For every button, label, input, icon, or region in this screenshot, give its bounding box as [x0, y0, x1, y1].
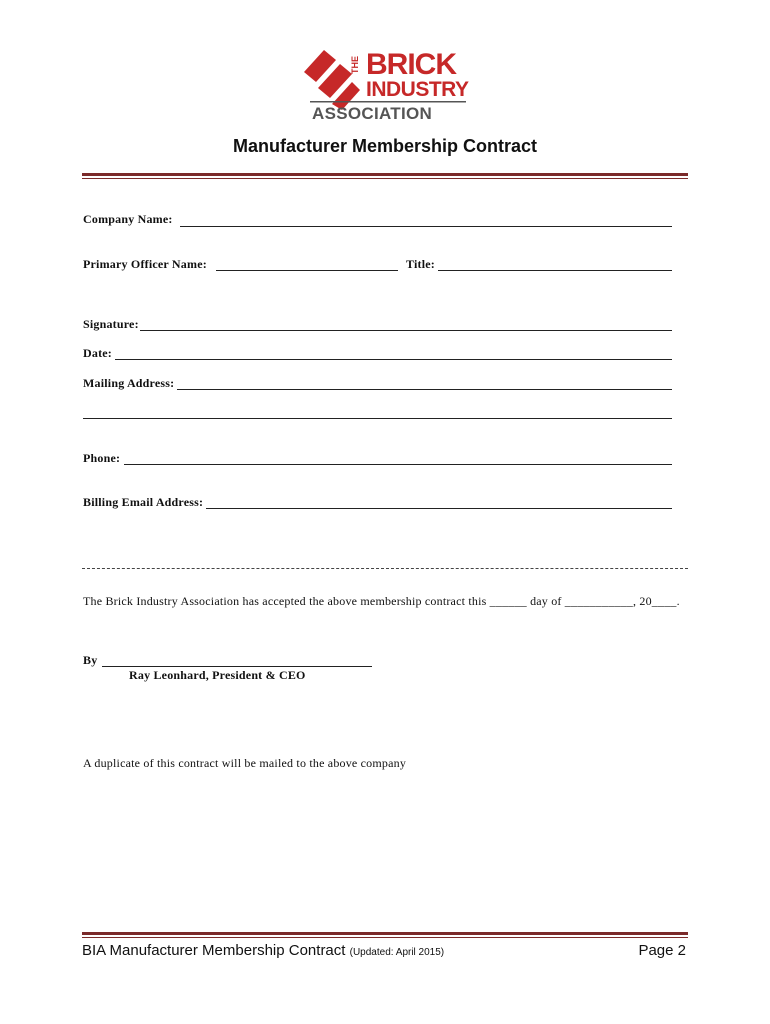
footer-title: BIA Manufacturer Membership Contract [82, 942, 346, 959]
page-title: Manufacturer Membership Contract [232, 136, 538, 156]
mailing-address-label: Mailing Address: [83, 376, 175, 390]
footer-rule-thin [82, 937, 688, 938]
page-number: Page 2 [638, 942, 686, 959]
primary-officer-field[interactable] [216, 270, 398, 271]
billing-email-label: Billing Email Address: [83, 495, 204, 509]
date-field[interactable] [115, 359, 672, 360]
signature-label: Signature: [83, 317, 139, 331]
logo-brick: BRICK [366, 48, 456, 81]
date-label: Date: [83, 346, 112, 360]
billing-email-field[interactable] [206, 508, 672, 509]
by-signature-line[interactable] [102, 666, 372, 667]
phone-label: Phone: [83, 451, 121, 465]
logo-industry: INDUSTRY [366, 78, 469, 101]
primary-officer-label: Primary Officer Name: [83, 257, 207, 271]
mailing-address-field-2[interactable] [83, 418, 672, 419]
title-rule-thin [82, 178, 688, 179]
logo-association: ASSOCIATION [312, 104, 433, 122]
logo-the: THE [350, 56, 360, 74]
company-name-label: Company Name: [83, 212, 173, 226]
phone-field[interactable] [124, 464, 672, 465]
title-rule [82, 173, 688, 176]
duplicate-note: A duplicate of this contract will be mailed to the above company [83, 756, 407, 770]
title-label: Title: [406, 257, 435, 271]
footer-document-name [82, 942, 444, 959]
dashed-separator [82, 568, 688, 569]
signer-name: Ray Leonhard, President & CEO [129, 668, 306, 682]
title-field[interactable] [438, 270, 672, 271]
acceptance-text: The Brick Industry Association has accepted the above membership contract this ______ day of ___________, 20____. [83, 594, 680, 608]
footer-rule [82, 932, 688, 935]
bia-logo [300, 44, 470, 122]
mailing-address-field[interactable] [177, 389, 672, 390]
footer-updated: (Updated: April 2015) [349, 947, 445, 958]
signature-field[interactable] [140, 330, 672, 331]
by-label: By [83, 653, 98, 667]
company-name-field[interactable] [180, 226, 672, 227]
